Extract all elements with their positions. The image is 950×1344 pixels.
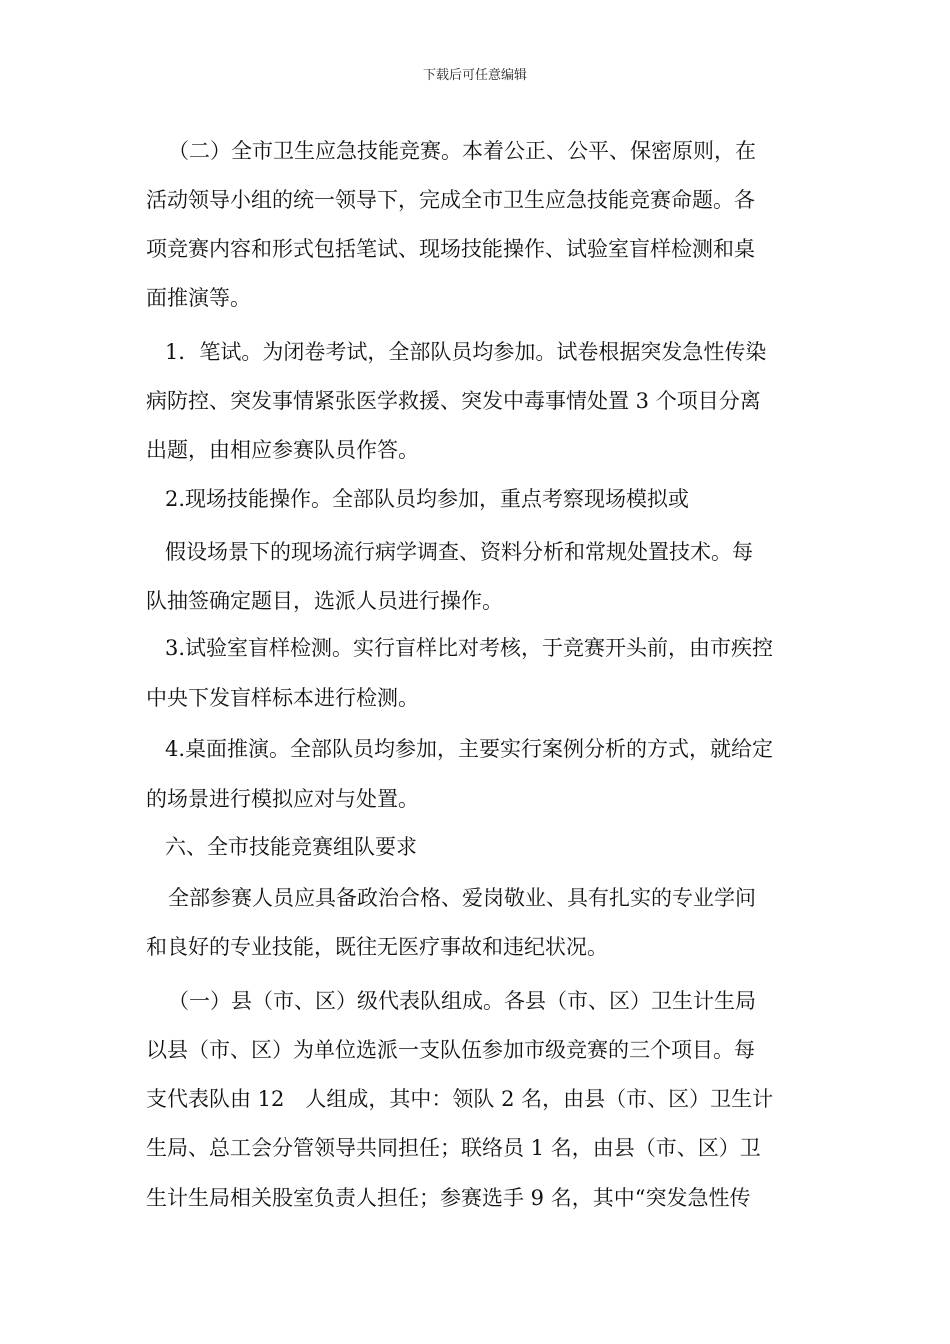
paragraph-line: 以县（市、区）为单位选派一支队伍参加市级竞赛的三个项目。每 [146, 1038, 755, 1062]
paragraph-line: 的场景进行模拟应对与处置。 [146, 787, 419, 811]
paragraph-line: 中央下发盲样标本进行检测。 [146, 686, 419, 710]
paragraph-line: 1．笔试。为闭卷考试，全部队员均参加。试卷根据突发急性传染 [165, 340, 767, 364]
paragraph-line: 出题，由相应参赛队员作答。 [146, 438, 419, 462]
paragraph-line: （一）县（市、区）级代表队组成。各县（市、区）卫生计生局 [168, 989, 756, 1013]
paragraph-line: 支代表队由 12 人组成，其中：领队 2 名，由县（市、区）卫生计 [146, 1087, 774, 1111]
paragraph-line: 3.试验室盲样检测。实行盲样比对考核，于竞赛开头前，由市疾控 [165, 636, 774, 660]
paragraph-line: 项竞赛内容和形式包括笔试、现场技能操作、试验室盲样检测和桌 [146, 237, 755, 261]
page-header: 下载后可任意编辑 [422, 68, 527, 83]
section-heading: 六、全市技能竞赛组队要求 [165, 835, 417, 859]
paragraph-line: 生计生局相关股室负责人担任；参赛选手 9 名，其中“突发急性传 [146, 1186, 751, 1210]
paragraph-line: 假设场景下的现场流行病学调查、资料分析和常规处置技术。每 [165, 540, 753, 564]
paragraph-line: 生局、总工会分管领导共同担任；联络员 1 名，由县（市、区）卫 [146, 1136, 761, 1160]
paragraph-line: （二）全市卫生应急技能竞赛。本着公正、公平、保密原则，在 [168, 139, 756, 163]
paragraph-line: 面推演等。 [146, 286, 251, 310]
paragraph-line: 活动领导小组的统一领导下，完成全市卫生应急技能竞赛命题。各 [146, 188, 755, 212]
paragraph-line: 4.桌面推演。全部队员均参加，主要实行案例分析的方式，就给定 [165, 737, 774, 761]
paragraph-line: 病防控、突发事情紧张医学救援、突发中毒事情处置 3 个项目分离 [146, 389, 761, 413]
paragraph-line: 队抽签确定题目，选派人员进行操作。 [146, 589, 503, 613]
paragraph-line: 全部参赛人员应具备政治合格、爱岗敬业、具有扎实的专业学问 [168, 886, 756, 910]
paragraph-line: 和良好的专业技能，既往无医疗事故和违纪状况。 [146, 935, 608, 959]
paragraph-line: 2.现场技能操作。全部队员均参加，重点考察现场模拟或 [165, 487, 690, 511]
